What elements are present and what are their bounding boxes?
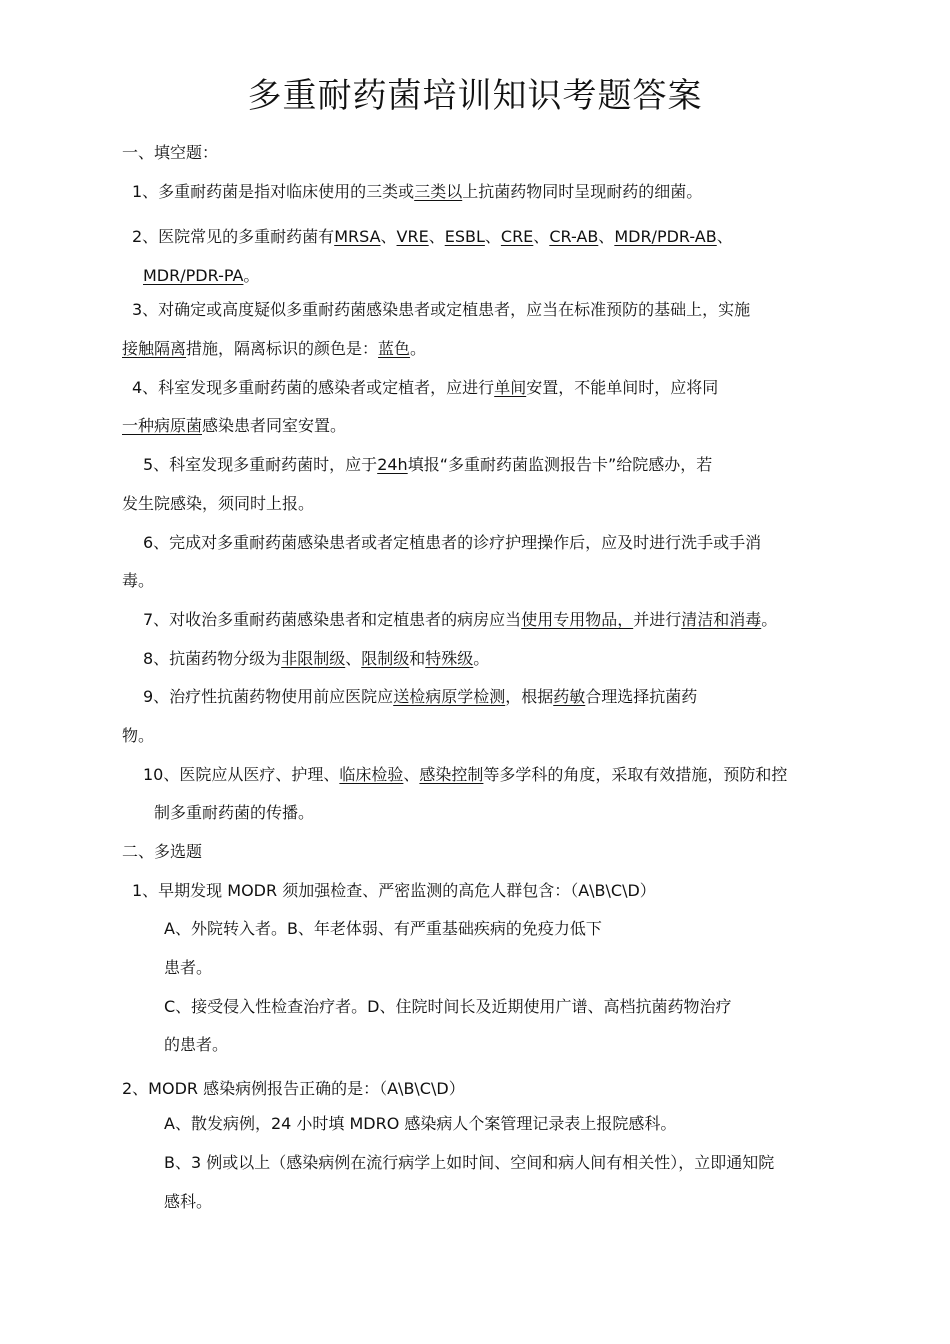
answer: ESBL [444, 227, 485, 246]
question-1-5 [143, 454, 712, 476]
question-1-6-cont: 毒。 [122, 571, 155, 590]
answer: MRSA [334, 227, 381, 246]
q7-text: 并进行 [633, 610, 682, 629]
question-2-1-option-c-cont: 的患者。 [164, 1035, 229, 1054]
section1-heading: 一、填空题： [122, 143, 219, 162]
answer: VRE [396, 227, 429, 246]
answer: 蓝色 [378, 339, 411, 358]
answer: 药敏 [553, 687, 586, 706]
question-2-2-option-a: A、散发病例，24 小时填 MDRO 感染病人个案管理记录表上报院感科。 [164, 1114, 677, 1133]
question-1-5-cont: 发生院感染，须同时上报。 [122, 494, 315, 513]
question-1-3-cont [122, 338, 426, 360]
answer: 接触隔离 [122, 339, 187, 358]
question-2-1: 1、早期发现 MODR 须加强检查、严密监测的高危人群包含：（A\B\C\D） [132, 881, 656, 900]
answer: 三类以 [414, 182, 463, 201]
separator: 、 [533, 227, 550, 246]
separator: 、 [428, 227, 445, 246]
q9-text: ，根据 [505, 687, 554, 706]
q2-text: 。 [243, 266, 260, 285]
question-2-1-option-a: A、外院转入者。B、年老体弱、有严重基础疾病的免疫力低下 [164, 919, 602, 938]
separator: 和 [409, 649, 426, 668]
q5-text: 5、科室发现多重耐药菌时，应于 [143, 455, 378, 474]
q8-text: 。 [473, 649, 490, 668]
question-1-4 [132, 377, 718, 399]
q3-text: 3、对确定或高度疑似多重耐药菌感染患者或定植患者，应当在标准预防的基础上，实施 [132, 300, 751, 319]
answer: 送检病原学检测 [393, 687, 506, 706]
section2-heading: 二、多选题 [122, 842, 203, 861]
q3-text: 措施，隔离标识的颜色是： [186, 339, 379, 358]
question-1-9-cont: 物。 [122, 726, 155, 745]
q3-text: 。 [410, 339, 427, 358]
document-title: 多重耐药菌培训知识考题答案 [247, 76, 703, 116]
question-1-1 [132, 181, 702, 203]
question-1-4-cont [122, 415, 346, 437]
q5-text: 填报“多重耐药菌监测报告卡”给院感办，若 [407, 455, 713, 474]
q7-text: 。 [761, 610, 778, 629]
question-2-1-option-c: C、接受侵入性检查治疗者。D、住院时间长及近期使用广谱、高档抗菌药物治疗 [164, 997, 732, 1016]
q8-text: 8、抗菌药物分级为 [143, 649, 282, 668]
q10-text: 10、医院应从医疗、护理、 [143, 765, 340, 784]
question-1-10-cont: 制多重耐药菌的传播。 [154, 803, 315, 822]
question-2-2-option-b-cont: 感科。 [164, 1192, 213, 1211]
separator: 、 [716, 227, 733, 246]
q9-text: 合理选择抗菌药 [585, 687, 698, 706]
q9-text: 9、治疗性抗菌药物使用前应医院应 [143, 687, 394, 706]
answer: 一种病原菌 [122, 416, 203, 435]
answer: 感染控制 [419, 765, 484, 784]
question-1-8 [143, 648, 489, 670]
q4-text: 4、科室发现多重耐药菌的感染者或定植者，应进行 [132, 378, 495, 397]
answer: MDR/PDR-AB [614, 227, 717, 246]
q4-text: 安置，不能单间时，应将同 [526, 378, 719, 397]
answer: CRE [500, 227, 534, 246]
answer: MDR/PDR-PA [143, 266, 244, 285]
q10-text: 等多学科的角度，采取有效措施，预防和控 [483, 765, 788, 784]
separator: 、 [380, 227, 397, 246]
answer: 限制级 [361, 649, 410, 668]
answer: 单间 [494, 378, 527, 397]
separator: 、 [403, 765, 420, 784]
q1-text: 1、多重耐药菌是指对临床使用的三类或 [132, 182, 415, 201]
answer: 清洁和消毒 [681, 610, 762, 629]
separator: 、 [345, 649, 362, 668]
question-1-10 [143, 764, 787, 786]
question-1-6: 6、完成对多重耐药菌感染患者或者定植患者的诊疗护理操作后，应及时进行洗手或手消 [143, 533, 762, 552]
answer: CR-AB [549, 227, 599, 246]
question-1-9 [143, 686, 697, 708]
separator: 、 [598, 227, 615, 246]
q7-text: 7、对收治多重耐药菌感染患者和定植患者的病房应当 [143, 610, 522, 629]
question-2-2-option-b: B、3 例或以上（感染病例在流行病学上如时间、空间和病人间有相关性），立即通知院 [164, 1153, 775, 1172]
question-2-2: 2、MODR 感染病例报告正确的是：（A\B\C\D） [122, 1079, 465, 1098]
separator: 、 [484, 227, 501, 246]
answer: 特殊级 [425, 649, 474, 668]
question-1-3 [132, 299, 750, 321]
question-1-2-cont [143, 265, 259, 287]
answer: 非限制级 [281, 649, 346, 668]
q2-text: 2、医院常见的多重耐药菌有 [132, 227, 335, 246]
q4-text: 感染患者同室安置。 [202, 416, 347, 435]
answer: 24h [377, 455, 408, 474]
question-2-1-option-a-cont: 患者。 [164, 958, 213, 977]
answer: 临床检验 [339, 765, 404, 784]
answer: 使用专用物品， [521, 610, 634, 629]
q1-text: 上抗菌药物同时呈现耐药的细菌。 [462, 182, 703, 201]
question-1-7 [143, 609, 777, 631]
question-1-2 [132, 226, 733, 248]
